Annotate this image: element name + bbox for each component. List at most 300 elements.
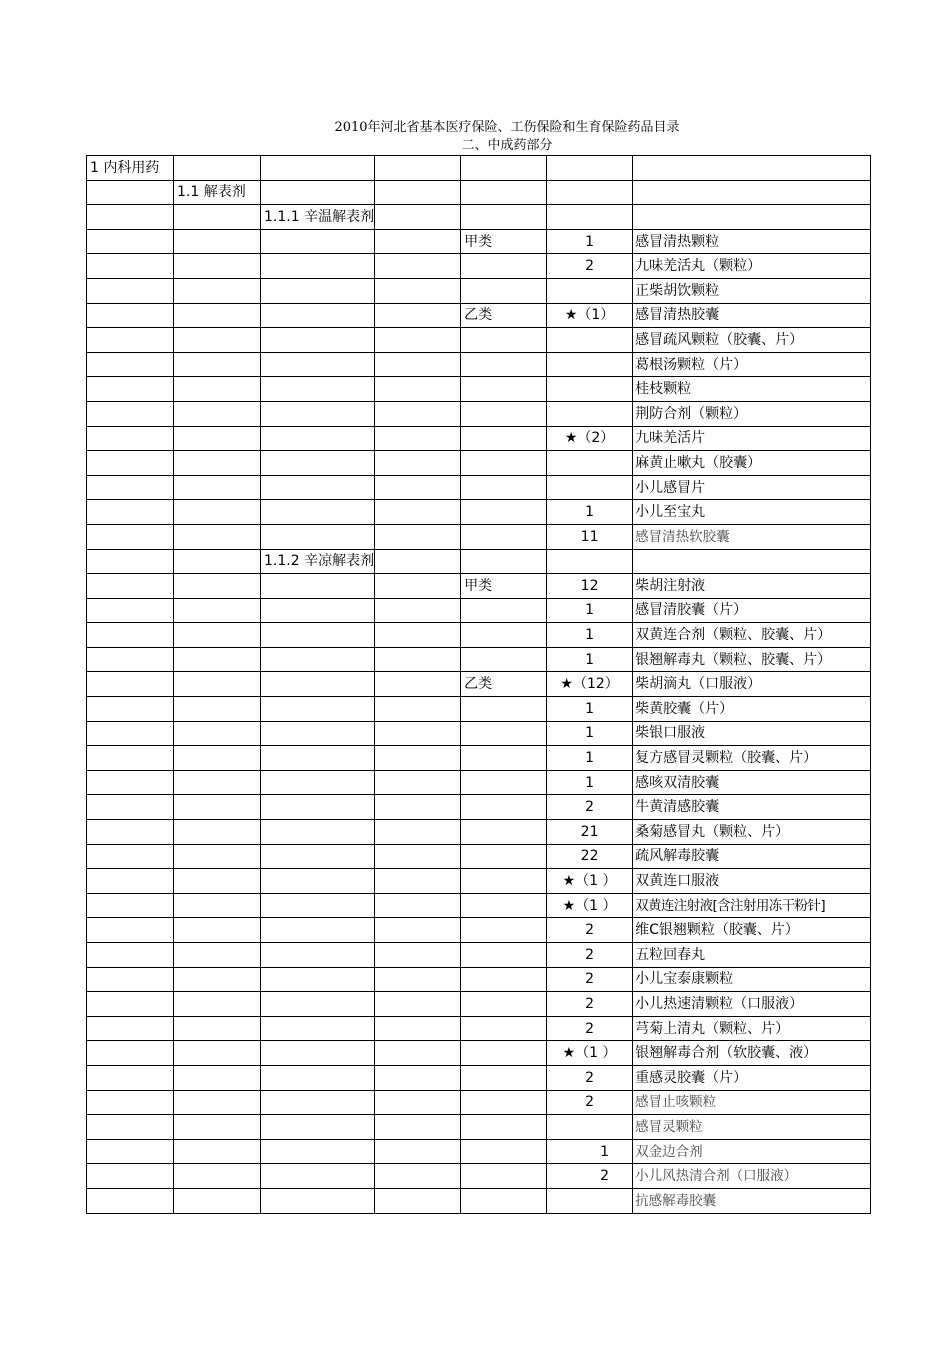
class-cell bbox=[461, 1115, 547, 1140]
category-cell bbox=[87, 500, 174, 525]
drug-name-cell: 感咳双清胶囊 bbox=[633, 770, 871, 795]
section-cell bbox=[261, 1016, 375, 1041]
number-cell: ★（2） bbox=[547, 426, 633, 451]
drug-name-cell: 芎菊上清丸（颗粒、片） bbox=[633, 1016, 871, 1041]
subcategory-cell bbox=[174, 1188, 261, 1213]
section-cell bbox=[261, 180, 375, 205]
subcategory-cell bbox=[174, 451, 261, 476]
drug-name-cell bbox=[633, 549, 871, 574]
class-cell bbox=[461, 451, 547, 476]
category-cell bbox=[87, 180, 174, 205]
section-cell bbox=[261, 795, 375, 820]
number-cell: 12 bbox=[547, 574, 633, 599]
subcategory-cell bbox=[174, 1016, 261, 1041]
section-cell bbox=[261, 278, 375, 303]
drug-name-cell: 小儿宝泰康颗粒 bbox=[633, 967, 871, 992]
subcategory-cell bbox=[174, 377, 261, 402]
category-cell bbox=[87, 1139, 174, 1164]
category-cell bbox=[87, 943, 174, 968]
subcategory-cell bbox=[174, 229, 261, 254]
subcategory-cell bbox=[174, 328, 261, 353]
number-cell bbox=[547, 549, 633, 574]
category-cell bbox=[87, 992, 174, 1017]
number-cell: 1 bbox=[547, 746, 633, 771]
category-cell bbox=[87, 1115, 174, 1140]
section-cell bbox=[261, 647, 375, 672]
category-cell bbox=[87, 820, 174, 845]
category-cell bbox=[87, 549, 174, 574]
category-cell bbox=[87, 254, 174, 279]
category-cell bbox=[87, 352, 174, 377]
number-cell: ★（12） bbox=[547, 672, 633, 697]
section-cell bbox=[261, 1164, 375, 1189]
drug-name-cell: 双黄连口服液 bbox=[633, 869, 871, 894]
class-cell bbox=[461, 918, 547, 943]
category-cell bbox=[87, 475, 174, 500]
table-row bbox=[87, 795, 871, 820]
subcategory-cell bbox=[174, 500, 261, 525]
number-cell bbox=[547, 377, 633, 402]
class-cell bbox=[461, 1188, 547, 1213]
subcategory-cell bbox=[174, 1065, 261, 1090]
section-cell bbox=[261, 426, 375, 451]
subcategory-cell bbox=[174, 401, 261, 426]
number-cell: 1 bbox=[547, 721, 633, 746]
category-cell bbox=[87, 721, 174, 746]
drug-name-cell: 复方感冒灵颗粒（胶囊、片） bbox=[633, 746, 871, 771]
class-cell bbox=[461, 869, 547, 894]
class-cell bbox=[461, 746, 547, 771]
blank-cell bbox=[375, 1065, 461, 1090]
number-cell: 2 bbox=[547, 1164, 633, 1189]
table-row bbox=[87, 672, 871, 697]
table-row bbox=[87, 328, 871, 353]
blank-cell bbox=[375, 475, 461, 500]
number-cell: 22 bbox=[547, 844, 633, 869]
subcategory-cell bbox=[174, 992, 261, 1017]
class-cell bbox=[461, 156, 547, 181]
blank-cell bbox=[375, 303, 461, 328]
number-cell: 2 bbox=[547, 918, 633, 943]
subcategory-cell bbox=[174, 672, 261, 697]
blank-cell bbox=[375, 229, 461, 254]
subcategory-cell bbox=[174, 1139, 261, 1164]
table-row bbox=[87, 549, 871, 574]
drug-name-cell: 银翘解毒丸（颗粒、胶囊、片） bbox=[633, 647, 871, 672]
drug-name-cell: 感冒清热软胶囊 bbox=[633, 524, 871, 549]
blank-cell bbox=[375, 844, 461, 869]
subcategory-cell bbox=[174, 697, 261, 722]
class-cell bbox=[461, 180, 547, 205]
drug-name-cell: 九味羌活丸（颗粒） bbox=[633, 254, 871, 279]
blank-cell bbox=[375, 1164, 461, 1189]
drug-name-cell bbox=[633, 180, 871, 205]
subcategory-cell: 1.1 解表剂 bbox=[174, 180, 261, 205]
blank-cell bbox=[375, 598, 461, 623]
section-cell bbox=[261, 1115, 375, 1140]
drug-name-cell: 柴银口服液 bbox=[633, 721, 871, 746]
number-cell: 1 bbox=[547, 623, 633, 648]
table-row bbox=[87, 918, 871, 943]
drug-name-cell: 桑菊感冒丸（颗粒、片） bbox=[633, 820, 871, 845]
drug-name-cell: 抗感解毒胶囊 bbox=[633, 1188, 871, 1213]
category-cell bbox=[87, 401, 174, 426]
number-cell: 2 bbox=[547, 1090, 633, 1115]
number-cell bbox=[547, 278, 633, 303]
table-row bbox=[87, 1041, 871, 1066]
subcategory-cell bbox=[174, 475, 261, 500]
section-cell bbox=[261, 623, 375, 648]
blank-cell bbox=[375, 278, 461, 303]
subcategory-cell bbox=[174, 598, 261, 623]
drug-catalog-table bbox=[86, 155, 871, 1214]
subcategory-cell bbox=[174, 967, 261, 992]
table-row bbox=[87, 770, 871, 795]
category-cell bbox=[87, 623, 174, 648]
blank-cell bbox=[375, 992, 461, 1017]
drug-name-cell: 感冒清热颗粒 bbox=[633, 229, 871, 254]
blank-cell bbox=[375, 770, 461, 795]
subcategory-cell bbox=[174, 918, 261, 943]
number-cell: ★（1） bbox=[547, 303, 633, 328]
number-cell: 1 bbox=[547, 647, 633, 672]
category-cell bbox=[87, 647, 174, 672]
class-cell: 甲类 bbox=[461, 229, 547, 254]
table-row bbox=[87, 967, 871, 992]
drug-name-cell: 小儿至宝丸 bbox=[633, 500, 871, 525]
table-row bbox=[87, 377, 871, 402]
category-cell bbox=[87, 451, 174, 476]
blank-cell bbox=[375, 254, 461, 279]
number-cell bbox=[547, 328, 633, 353]
table-row bbox=[87, 352, 871, 377]
section-cell bbox=[261, 1041, 375, 1066]
category-cell bbox=[87, 1016, 174, 1041]
subcategory-cell bbox=[174, 820, 261, 845]
blank-cell bbox=[375, 697, 461, 722]
table-row bbox=[87, 500, 871, 525]
blank-cell bbox=[375, 623, 461, 648]
table-row bbox=[87, 205, 871, 230]
section-cell bbox=[261, 229, 375, 254]
section-cell: 1.1.1 辛温解表剂 bbox=[261, 205, 375, 230]
class-cell bbox=[461, 844, 547, 869]
subcategory-cell bbox=[174, 647, 261, 672]
table-row bbox=[87, 426, 871, 451]
class-cell bbox=[461, 967, 547, 992]
class-cell bbox=[461, 1090, 547, 1115]
table-row bbox=[87, 401, 871, 426]
section-cell bbox=[261, 401, 375, 426]
subcategory-cell bbox=[174, 524, 261, 549]
blank-cell bbox=[375, 721, 461, 746]
blank-cell bbox=[375, 401, 461, 426]
category-cell bbox=[87, 967, 174, 992]
drug-name-cell: 九味羌活片 bbox=[633, 426, 871, 451]
section-cell bbox=[261, 500, 375, 525]
section-cell bbox=[261, 1090, 375, 1115]
section-cell bbox=[261, 524, 375, 549]
table-row bbox=[87, 844, 871, 869]
number-cell: 2 bbox=[547, 254, 633, 279]
drug-name-cell: 感冒灵颗粒 bbox=[633, 1115, 871, 1140]
blank-cell bbox=[375, 1090, 461, 1115]
section-cell bbox=[261, 156, 375, 181]
subcategory-cell bbox=[174, 623, 261, 648]
drug-name-cell: 银翘解毒合剂（软胶囊、液） bbox=[633, 1041, 871, 1066]
subcategory-cell bbox=[174, 1164, 261, 1189]
drug-name-cell: 感冒清胶囊（片） bbox=[633, 598, 871, 623]
blank-cell bbox=[375, 746, 461, 771]
drug-name-cell: 双黄连注射液[含注射用冻干粉针] bbox=[633, 893, 871, 918]
subcategory-cell bbox=[174, 721, 261, 746]
page-subtitle: 二、中成药部分 bbox=[461, 138, 553, 153]
blank-cell bbox=[375, 500, 461, 525]
blank-cell bbox=[375, 426, 461, 451]
table-row bbox=[87, 820, 871, 845]
subcategory-cell bbox=[174, 1041, 261, 1066]
class-cell: 甲类 bbox=[461, 574, 547, 599]
table-row bbox=[87, 303, 871, 328]
subcategory-cell bbox=[174, 426, 261, 451]
section-cell bbox=[261, 1139, 375, 1164]
category-cell bbox=[87, 1090, 174, 1115]
drug-name-cell: 荆防合剂（颗粒） bbox=[633, 401, 871, 426]
class-cell bbox=[461, 475, 547, 500]
class-cell: 乙类 bbox=[461, 672, 547, 697]
section-cell bbox=[261, 721, 375, 746]
number-cell bbox=[547, 180, 633, 205]
drug-name-cell: 桂枝颗粒 bbox=[633, 377, 871, 402]
class-cell bbox=[461, 697, 547, 722]
table-row bbox=[87, 1016, 871, 1041]
blank-cell bbox=[375, 1139, 461, 1164]
section-cell bbox=[261, 672, 375, 697]
blank-cell bbox=[375, 647, 461, 672]
class-cell bbox=[461, 893, 547, 918]
category-cell bbox=[87, 303, 174, 328]
table-row bbox=[87, 1115, 871, 1140]
subcategory-cell bbox=[174, 746, 261, 771]
class-cell bbox=[461, 1139, 547, 1164]
blank-cell bbox=[375, 869, 461, 894]
number-cell: 1 bbox=[547, 598, 633, 623]
table-row bbox=[87, 992, 871, 1017]
blank-cell bbox=[375, 1115, 461, 1140]
table-row bbox=[87, 524, 871, 549]
category-cell bbox=[87, 697, 174, 722]
number-cell: ★（1 ） bbox=[547, 1041, 633, 1066]
number-cell bbox=[547, 1188, 633, 1213]
table-row bbox=[87, 697, 871, 722]
table-row bbox=[87, 1188, 871, 1213]
blank-cell bbox=[375, 549, 461, 574]
number-cell: 21 bbox=[547, 820, 633, 845]
section-cell bbox=[261, 352, 375, 377]
subcategory-cell bbox=[174, 352, 261, 377]
drug-name-cell: 柴胡注射液 bbox=[633, 574, 871, 599]
section-cell bbox=[261, 1188, 375, 1213]
category-cell bbox=[87, 1065, 174, 1090]
drug-name-cell: 五粒回春丸 bbox=[633, 943, 871, 968]
subcategory-cell bbox=[174, 893, 261, 918]
class-cell bbox=[461, 524, 547, 549]
table-row bbox=[87, 1090, 871, 1115]
number-cell: 1 bbox=[547, 770, 633, 795]
number-cell: 2 bbox=[547, 1065, 633, 1090]
table-row bbox=[87, 746, 871, 771]
category-cell bbox=[87, 869, 174, 894]
blank-cell bbox=[375, 1041, 461, 1066]
section-cell bbox=[261, 451, 375, 476]
blank-cell bbox=[375, 451, 461, 476]
table-row bbox=[87, 156, 871, 181]
table-row bbox=[87, 574, 871, 599]
drug-name-cell: 重感灵胶囊（片） bbox=[633, 1065, 871, 1090]
class-cell bbox=[461, 377, 547, 402]
blank-cell bbox=[375, 1188, 461, 1213]
number-cell bbox=[547, 205, 633, 230]
blank-cell bbox=[375, 893, 461, 918]
drug-name-cell: 疏风解毒胶囊 bbox=[633, 844, 871, 869]
section-cell bbox=[261, 475, 375, 500]
subcategory-cell bbox=[174, 303, 261, 328]
table-row bbox=[87, 893, 871, 918]
drug-name-cell: 柴黄胶囊（片） bbox=[633, 697, 871, 722]
drug-name-cell: 麻黄止嗽丸（胶囊） bbox=[633, 451, 871, 476]
number-cell: 1 bbox=[547, 500, 633, 525]
blank-cell bbox=[375, 205, 461, 230]
section-cell bbox=[261, 869, 375, 894]
number-cell: 2 bbox=[547, 1016, 633, 1041]
section-cell bbox=[261, 574, 375, 599]
subcategory-cell bbox=[174, 278, 261, 303]
table-row bbox=[87, 869, 871, 894]
class-cell bbox=[461, 598, 547, 623]
number-cell bbox=[547, 352, 633, 377]
number-cell: 11 bbox=[547, 524, 633, 549]
class-cell bbox=[461, 254, 547, 279]
number-cell bbox=[547, 451, 633, 476]
subcategory-cell bbox=[174, 549, 261, 574]
class-cell bbox=[461, 992, 547, 1017]
subcategory-cell bbox=[174, 254, 261, 279]
class-cell bbox=[461, 721, 547, 746]
blank-cell bbox=[375, 156, 461, 181]
class-cell bbox=[461, 278, 547, 303]
class-cell bbox=[461, 352, 547, 377]
number-cell bbox=[547, 156, 633, 181]
section-cell bbox=[261, 1065, 375, 1090]
category-cell bbox=[87, 893, 174, 918]
number-cell bbox=[547, 401, 633, 426]
number-cell: 2 bbox=[547, 967, 633, 992]
table-row bbox=[87, 943, 871, 968]
class-cell bbox=[461, 549, 547, 574]
category-cell bbox=[87, 918, 174, 943]
section-cell bbox=[261, 377, 375, 402]
drug-name-cell: 小儿感冒片 bbox=[633, 475, 871, 500]
number-cell: 2 bbox=[547, 992, 633, 1017]
drug-name-cell: 牛黄清感胶囊 bbox=[633, 795, 871, 820]
category-cell bbox=[87, 844, 174, 869]
class-cell bbox=[461, 1164, 547, 1189]
drug-name-cell: 维C银翘颗粒（胶囊、片） bbox=[633, 918, 871, 943]
class-cell bbox=[461, 770, 547, 795]
table-row bbox=[87, 278, 871, 303]
subcategory-cell bbox=[174, 869, 261, 894]
drug-name-cell: 柴胡滴丸（口服液） bbox=[633, 672, 871, 697]
category-cell bbox=[87, 574, 174, 599]
number-cell: ★（1 ） bbox=[547, 893, 633, 918]
drug-name-cell: 感冒止咳颗粒 bbox=[633, 1090, 871, 1115]
section-cell: 1.1.2 辛凉解表剂 bbox=[261, 549, 375, 574]
table-row bbox=[87, 475, 871, 500]
table-row bbox=[87, 1139, 871, 1164]
table-row bbox=[87, 623, 871, 648]
section-cell bbox=[261, 697, 375, 722]
subcategory-cell bbox=[174, 1090, 261, 1115]
class-cell bbox=[461, 647, 547, 672]
subcategory-cell bbox=[174, 770, 261, 795]
drug-name-cell bbox=[633, 156, 871, 181]
subcategory-cell bbox=[174, 943, 261, 968]
table-row bbox=[87, 1164, 871, 1189]
section-cell bbox=[261, 254, 375, 279]
blank-cell bbox=[375, 574, 461, 599]
section-cell bbox=[261, 918, 375, 943]
section-cell bbox=[261, 992, 375, 1017]
number-cell: 2 bbox=[547, 795, 633, 820]
category-cell bbox=[87, 278, 174, 303]
table-row bbox=[87, 254, 871, 279]
section-cell bbox=[261, 943, 375, 968]
drug-name-cell: 双金边合剂 bbox=[633, 1139, 871, 1164]
subcategory-cell bbox=[174, 205, 261, 230]
category-cell bbox=[87, 1041, 174, 1066]
drug-name-cell: 小儿风热清合剂（口服液） bbox=[633, 1164, 871, 1189]
number-cell: 2 bbox=[547, 943, 633, 968]
blank-cell bbox=[375, 1016, 461, 1041]
section-cell bbox=[261, 844, 375, 869]
subcategory-cell bbox=[174, 1115, 261, 1140]
category-cell bbox=[87, 1164, 174, 1189]
subcategory-cell bbox=[174, 795, 261, 820]
number-cell: 1 bbox=[547, 697, 633, 722]
class-cell bbox=[461, 795, 547, 820]
category-cell bbox=[87, 1188, 174, 1213]
category-cell: 1 内科用药 bbox=[87, 156, 174, 181]
category-cell bbox=[87, 770, 174, 795]
section-cell bbox=[261, 598, 375, 623]
blank-cell bbox=[375, 820, 461, 845]
subcategory-cell bbox=[174, 574, 261, 599]
category-cell bbox=[87, 672, 174, 697]
category-cell bbox=[87, 229, 174, 254]
drug-name-cell: 感冒清热胶囊 bbox=[633, 303, 871, 328]
page-title: 2010年河北省基本医疗保险、工伤保险和生育保险药品目录 bbox=[334, 120, 680, 135]
subcategory-cell bbox=[174, 844, 261, 869]
table-row bbox=[87, 229, 871, 254]
blank-cell bbox=[375, 918, 461, 943]
number-cell bbox=[547, 1115, 633, 1140]
blank-cell bbox=[375, 943, 461, 968]
blank-cell bbox=[375, 180, 461, 205]
category-cell bbox=[87, 328, 174, 353]
class-cell bbox=[461, 943, 547, 968]
table-row bbox=[87, 180, 871, 205]
section-cell bbox=[261, 967, 375, 992]
